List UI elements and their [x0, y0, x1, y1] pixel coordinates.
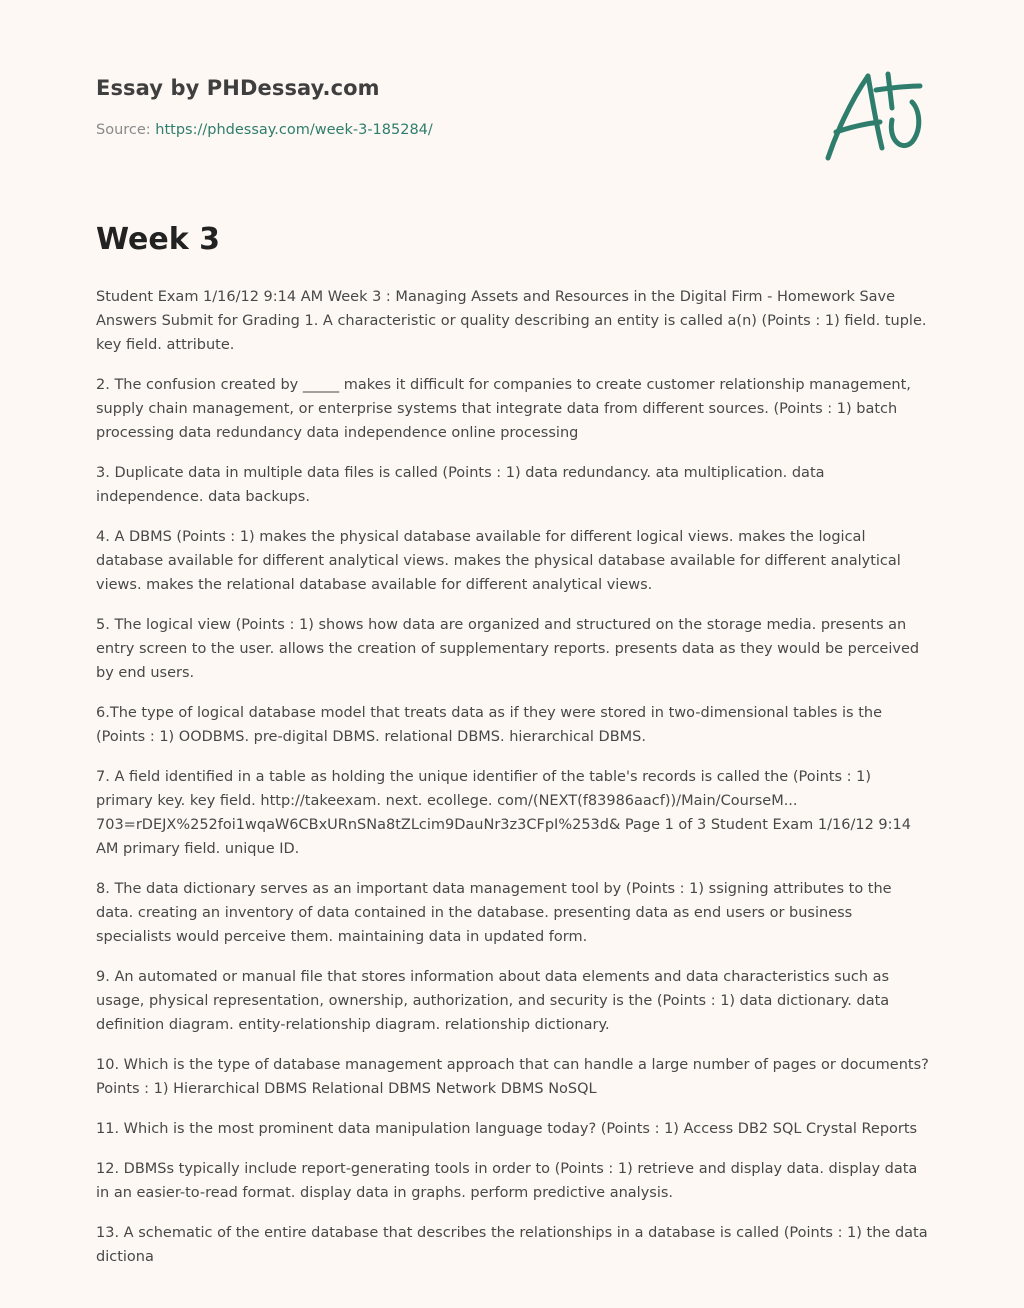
paragraph: 8. The data dictionary serves as an important data management tool by (Points : 1) ssigning attributes to the data. creating an inventory of data contained in the database. presenting data as end users or business specialists would perceive them. maintaining data in updated form. — [96, 881, 892, 945]
paragraph: 5. The logical view (Points : 1) shows how data are organized and structured on the storage media. presents an entry screen to the user. allows the creation of supplementary reports. presents data as they would be perceived by end users. — [96, 617, 920, 681]
a-plus-logo-icon — [818, 64, 930, 168]
paragraph: 11. Which is the most prominent data manipulation language today? (Points : 1) Access DB2 SQL Crystal Reports — [96, 1121, 918, 1137]
page-header — [96, 76, 796, 138]
paragraph: Student Exam 1/16/12 9:14 AM Week 3 : Managing Assets and Resources in the Digital Firm - Homework Save Answers Submit for Grading 1. A characteristic or quality describing an entity is called a(n) (Points : 1) field. tuple. key field. attribute. — [96, 289, 927, 353]
document-title: Week 3 — [96, 222, 220, 257]
paragraph: 7. A field identified in a table as holding the unique identifier of the table's records is called the (Points : 1) primary key. key field. http://takeexam. next. ecollege. com/(NEXT(f83986aacf))/Main/CourseM... 703=rDEJX%252foi1wqaW6CBxURnSNa8tZLcim9DauNr3z3CFpI%253d& Page 1 of 3 Student Exam 1/16/12 9:14 AM primary field. unique ID. — [96, 769, 911, 857]
paragraph: 13. A schematic of the entire database that describes the relationships in a database is called (Points : 1) the data dictiona — [96, 1225, 928, 1265]
paragraph: 6.The type of logical database model that treats data as if they were stored in two-dimensional tables is the (Points : 1) OODBMS. pre-digital DBMS. relational DBMS. hierarchical DBMS. — [96, 705, 883, 745]
document-body — [96, 285, 930, 1285]
paragraph: 4. A DBMS (Points : 1) makes the physical database available for different logical views. makes the logical database available for different analytical views. makes the physical database available for different analytical views. makes the relational database available for different analytical views. — [96, 529, 901, 593]
paragraph: 10. Which is the type of database management approach that can handle a large number of pages or documents? Points : 1) Hierarchical DBMS Relational DBMS Network DBMS NoSQL — [96, 1057, 929, 1097]
source-link[interactable]: https://phdessay.com/week-3-185284/ — [155, 122, 433, 138]
site-brand: Essay by PHDessay.com — [96, 76, 380, 100]
paragraph: 12. DBMSs typically include report-generating tools in order to (Points : 1) retrieve and display data. display data in an easier-to-read format. display data in graphs. perform predictive analysis. — [96, 1161, 918, 1201]
source-label: Source: — [96, 122, 151, 138]
paragraph: 3. Duplicate data in multiple data files is called (Points : 1) data redundancy. ata multiplication. data independence. data backups. — [96, 465, 825, 505]
source-line — [96, 122, 796, 138]
paragraph: 9. An automated or manual file that stores information about data elements and data characteristics such as usage, physical representation, ownership, authorization, and security is the (Points : 1) data dictionary. data definition diagram. entity-relationship diagram. relationship dictionary. — [96, 969, 890, 1033]
paragraph: 2. The confusion created by _____ makes it difficult for companies to create customer relationship management, supply chain management, or enterprise systems that integrate data from different sources. (Points : 1) batch processing data redundancy data independence online processing — [96, 377, 911, 441]
